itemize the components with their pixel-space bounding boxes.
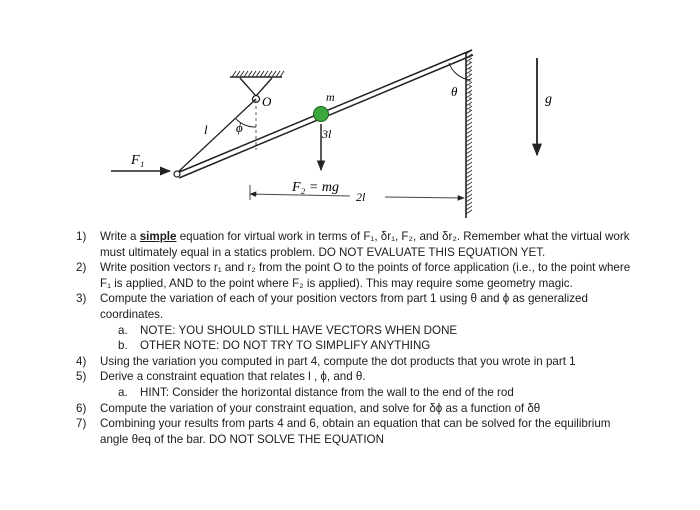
problem-4: 4) Using the variation you computed in part 4, compute the dot products that you wrote in part 1 xyxy=(76,354,576,368)
problem-3b: b. OTHER NOTE: DO NOT TRY TO SIMPLIFY ANYTHING xyxy=(118,339,431,353)
problem-5: 5) Derive a constraint equation that relates l , ϕ, and θ. xyxy=(76,370,366,384)
problem-6: 6) Compute the variation of your constraint equation, and solve for δϕ as a function of δθ xyxy=(76,401,541,415)
f1-label: F₁ xyxy=(131,153,145,168)
statics-figure xyxy=(0,0,700,230)
g-label: g xyxy=(545,92,552,107)
m-label: m xyxy=(326,90,335,104)
problem-7: 7) Combining your results from parts 4 and 6, obtain an equation that can be solved for the equilibrium angle θeq of the bar. DO NOT SOLVE THE EQUATION xyxy=(76,417,611,446)
problem-5a: a. HINT: Consider the horizontal distance from the wall to the end of the rod xyxy=(118,385,514,399)
problem-1: 1) Write a simple equation for virtual work in terms of F₁, δr₁, F₂, and δr₂. Remember what the virtual work must ultimately equal in a statics problem. DO NOT EVALUATE THIS EQUATION YET. xyxy=(76,230,630,259)
problem-3: 3) Compute the variation of each of your position vectors from part 1 using θ and ϕ as generalized coordinates. xyxy=(76,292,588,321)
problem-3a: a. NOTE: YOU SHOULD STILL HAVE VECTORS WHEN DONE xyxy=(118,323,458,337)
phi-label: ϕ xyxy=(236,120,243,135)
theta-label: θ xyxy=(451,84,458,99)
wall xyxy=(466,50,472,218)
l-label: l xyxy=(204,122,208,137)
problem-2: 2) Write position vectors r₁ and r₂ from the point O to the points of force application (i.e., to the point where F₁ is applied, AND to the point where F₂ is applied). This may require some geometry magic. xyxy=(76,261,631,290)
problem-list xyxy=(76,229,636,447)
ceiling-support xyxy=(230,71,284,103)
f2-label: F₂ = mg xyxy=(292,180,339,195)
o-label: O xyxy=(262,94,272,109)
2l-label: 2l xyxy=(356,190,366,204)
3l-label: 3l xyxy=(322,127,332,141)
mass-point xyxy=(314,107,329,122)
